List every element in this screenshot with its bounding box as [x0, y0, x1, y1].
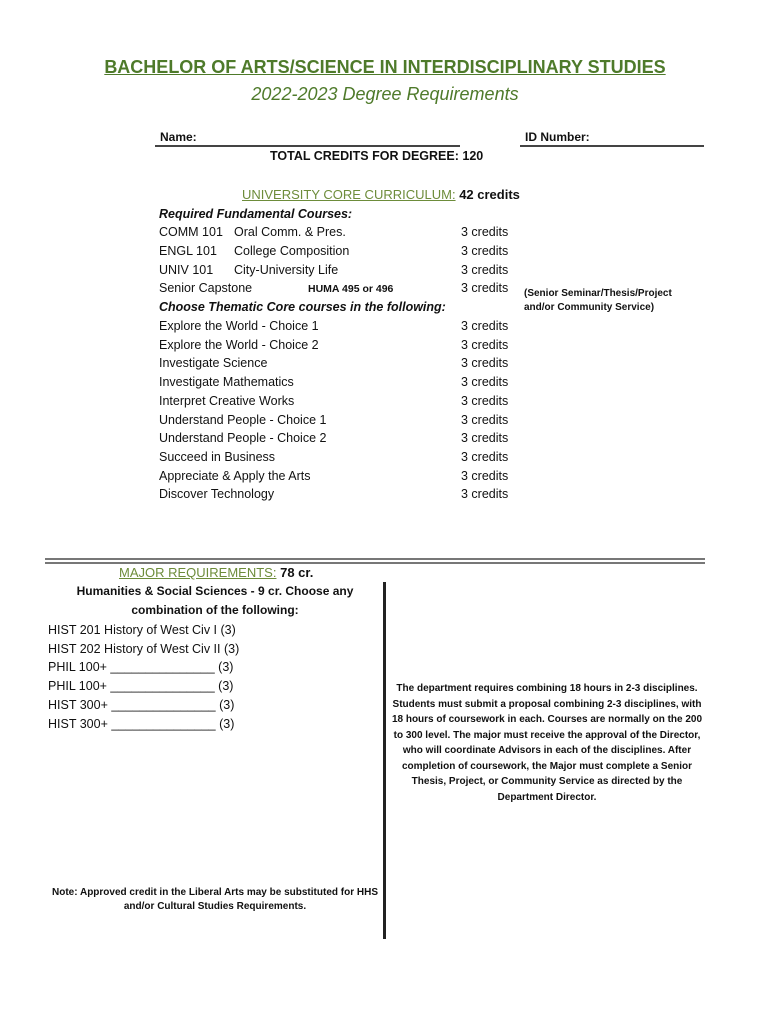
core-heading: [242, 187, 520, 202]
thematic-course-name: Appreciate & Apply the Arts: [159, 468, 311, 483]
thematic-course-credits: 3 credits: [461, 449, 509, 464]
required-course-credits: 3 credits: [461, 263, 509, 277]
required-course-name: Oral Comm. & Pres.: [234, 225, 346, 239]
capstone-note-line-1: (Senior Seminar/Thesis/Project: [524, 288, 672, 299]
major-course-item: PHIL 100+ _______________ (3): [48, 660, 234, 675]
thematic-course-name: Explore the World - Choice 2: [159, 337, 319, 352]
major-course-item: HIST 201 History of West Civ I (3): [48, 623, 236, 637]
name-field-line[interactable]: [155, 145, 460, 147]
thematic-course-credits: 3 credits: [461, 431, 509, 446]
thematic-course-credits: 3 credits: [461, 412, 509, 427]
humanities-line-1: Humanities & Social Sciences - 9 cr. Choose any: [76, 584, 354, 598]
thematic-course-credits: 3 credits: [461, 337, 509, 352]
thematic-course-credits: 3 credits: [461, 319, 509, 333]
thematic-course-credits: 3 credits: [461, 356, 509, 371]
major-heading-credits: 78 cr.: [280, 565, 314, 580]
thematic-course-credits: 3 credits: [461, 487, 509, 502]
major-course-item: HIST 300+ _______________ (3): [48, 716, 235, 731]
thematic-course-name: Explore the World - Choice 1: [159, 319, 319, 333]
thematic-course-credits: 3 credits: [461, 375, 509, 390]
required-course-credits: 3 credits: [461, 244, 509, 258]
capstone-credits: 3 credits: [461, 281, 509, 295]
required-course-code: COMM 101: [159, 225, 223, 239]
major-description: The department requires combining 18 hours in 2-3 disciplines. Students must submit a proposal combining 2-3 disciplines, with 18 hours of coursework in each. Courses are normally on the 200 to 300 level. The major must receive the approval of the Director, who will coordinate Advisors in each of the disciplines. After completion of coursework, the Major must complete a Senior Thesis, Project, or Community Service as directed by the Department Director.: [391, 683, 703, 803]
thematic-course-credits: 3 credits: [461, 393, 509, 408]
capstone-note-line-2: and/or Community Service): [524, 302, 655, 313]
capstone-name: Senior Capstone: [159, 281, 253, 295]
liberal-arts-note: Note: Approved credit in the Liberal Arts may be substituted for HHS and/or Cultural Studies Requirements.: [52, 887, 378, 912]
thematic-course-name: Investigate Mathematics: [159, 375, 294, 390]
thematic-course-credits: 3 credits: [461, 468, 509, 483]
page-title: BACHELOR OF ARTS/SCIENCE IN INTERDISCIPLINARY STUDIES: [104, 57, 666, 77]
humanities-line-2: combination of the following:: [131, 603, 299, 617]
name-label: Name:: [160, 130, 197, 144]
thematic-course-name: Interpret Creative Works: [159, 393, 295, 408]
id-number-label: ID Number:: [525, 130, 590, 144]
major-course-item: HIST 202 History of West Civ II (3): [48, 641, 240, 656]
required-course-credits: 3 credits: [461, 225, 509, 239]
required-course-name: College Composition: [234, 244, 350, 258]
thematic-course-name: Discover Technology: [159, 487, 275, 502]
required-courses-label: Required Fundamental Courses:: [159, 207, 353, 221]
thematic-course-name: Understand People - Choice 1: [159, 412, 327, 427]
thematic-course-name: Investigate Science: [159, 356, 268, 371]
capstone-course: HUMA 495 or 496: [308, 283, 394, 295]
total-credits: TOTAL CREDITS FOR DEGREE: 120: [270, 149, 484, 163]
major-course-item: PHIL 100+ _______________ (3): [48, 679, 234, 694]
core-heading-credits: 42 credits: [459, 187, 520, 202]
required-course-code: ENGL 101: [159, 244, 217, 258]
required-course-code: UNIV 101: [159, 263, 214, 277]
required-course-name: City-University Life: [234, 263, 339, 277]
major-heading-label: MAJOR REQUIREMENTS:: [119, 565, 277, 580]
core-heading-label: UNIVERSITY CORE CURRICULUM:: [242, 187, 456, 202]
page-subtitle: 2022-2023 Degree Requirements: [251, 84, 519, 104]
id-number-field-line[interactable]: [520, 145, 704, 147]
major-heading: [119, 565, 313, 580]
thematic-label: Choose Thematic Core courses in the following:: [159, 300, 446, 314]
section-divider: [45, 558, 705, 564]
thematic-course-name: Understand People - Choice 2: [159, 431, 327, 446]
major-course-item: HIST 300+ _______________ (3): [48, 697, 235, 712]
thematic-course-name: Succeed in Business: [159, 449, 276, 464]
